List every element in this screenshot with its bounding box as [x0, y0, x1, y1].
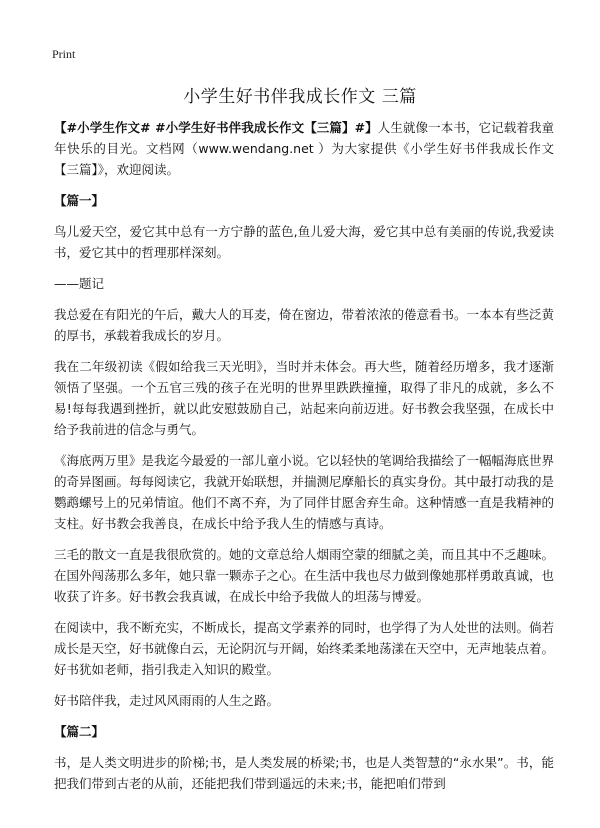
paragraph: 我总爱在有阳光的午后，戴大人的耳麦，倚在窗边，带着浓浓的倦意看书。一本本有些泛黄的厚书，承载着我成长的岁月。 [54, 307, 555, 343]
paragraph: 好书陪伴我，走过风风雨雨的人生之路。 [54, 693, 280, 708]
paragraph: 在阅读中，我不断充实，不断成长，提高文学素养的同时，也学得了为人处世的法则。倘若成长是天空，好书就像白云，无论阴沉与开阔，始终柔柔地荡漾在天空中，无声地装点着。好书犹如老师，指引我走入知识的殿堂。 [54, 620, 555, 677]
paragraph: 书，是人类文明进步的阶梯;书，是人类发展的桥梁;书，也是人类智慧的“永水果”。书，能把我们带到古老的从前，还能把我们带到遥远的未来;书，能把咱们带到 [54, 755, 554, 791]
document-body [54, 117, 554, 804]
paragraph: 三毛的散文一直是我很欣赏的。她的文章总给人烟雨空蒙的细腻之美，而且其中不乏趣味。在国外闯荡那么多年，她只靠一颗赤子之心。在生活中我也尽力做到像她那样勇敢真诚，也收获了许多。好书教会我真诚，在成长中给予我做人的坦荡与博爱。 [54, 547, 555, 604]
paragraph: 我在二年级初读《假如给我三天光明》，当时并未体会。再大些，随着经历增多，我才逐渐领悟了坚强。一个五官三残的孩子在光明的世界里跌跌撞撞，取得了非凡的成就，多么不易!每每我遇到挫折，就以此安慰鼓励自己，站起来向前迈进。好书教会我坚强，在成长中给予我前进的信念与勇气。 [54, 359, 554, 437]
intro-text: 人生就像一本书，它记载着我童年快乐的目光。文档网（www.wendang.net ）为大家提供《小学生好书伴我成长作文【三篇】》，欢迎阅读。 [54, 120, 554, 177]
section2-heading: 【篇二】 [54, 724, 105, 739]
print-label: Print [52, 47, 76, 61]
paragraph: 《海底两万里》是我迄今最爱的一部儿童小说。它以轻快的笔调给我描绘了一幅幅海底世界的奇异图画。每每阅读它，我就开始联想，并揣测尼摩船长的真实身份。其中最打动我的是鹦鹉螺号上的兄弟情谊。他们不离不弃，为了同伴甘愿舍弃生命。这种情感一直是我精神的支柱。好书教会我善良，在成长中给予我人生的情感与真诗。 [54, 453, 555, 531]
epigraph-label: ——题记 [54, 276, 105, 291]
intro-bold-tags: 【#小学生作文# #小学生好书伴我成长作文【三篇】#】 [54, 120, 378, 135]
paragraph: 鸟儿爱天空，爱它其中总有一方宁静的蓝色,鱼儿爱大海，爱它其中总有美丽的传说,我爱读书，爱它其中的哲理那样深刻。 [54, 224, 554, 260]
intro-paragraph [54, 117, 554, 180]
page-title: 小学生好书伴我成长作文 三篇 [183, 87, 417, 107]
section1-heading: 【篇一】 [54, 193, 105, 208]
